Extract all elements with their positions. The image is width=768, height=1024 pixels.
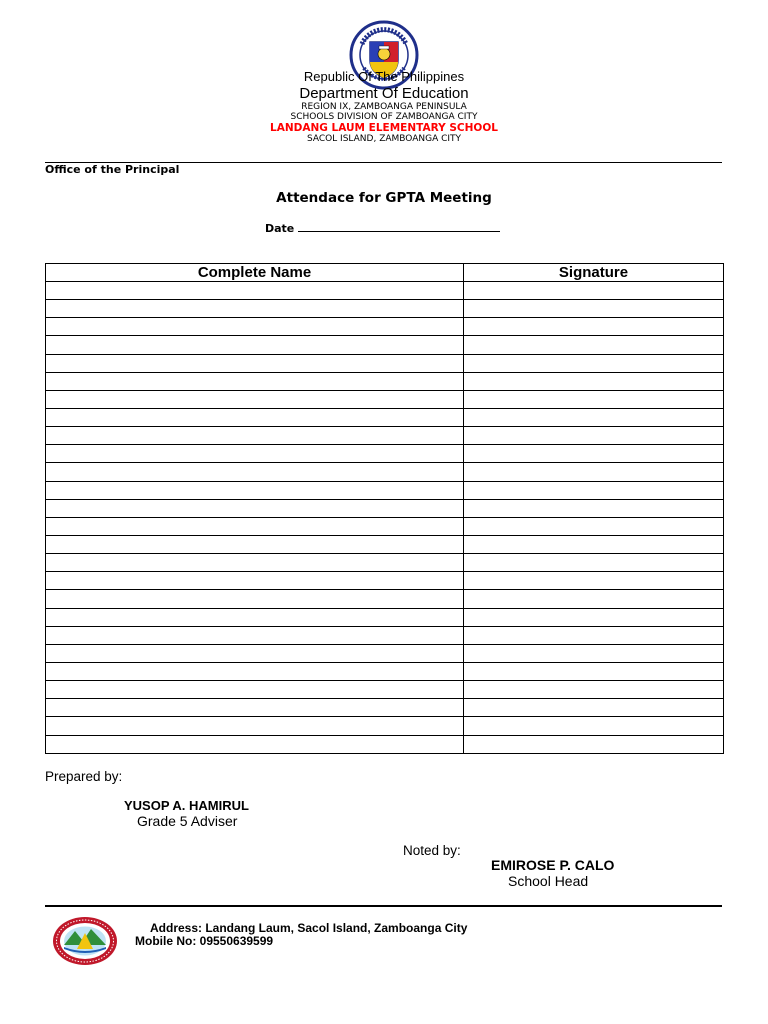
signature-cell[interactable]: [464, 590, 724, 608]
preparer-role: Grade 5 Adviser: [137, 813, 238, 829]
table-row: [46, 699, 724, 717]
signature-cell[interactable]: [464, 408, 724, 426]
signature-cell[interactable]: [464, 735, 724, 753]
name-cell[interactable]: [46, 535, 464, 553]
signature-cell[interactable]: [464, 499, 724, 517]
date-label: Date: [265, 222, 295, 235]
signature-cell[interactable]: [464, 427, 724, 445]
table-row: [46, 318, 724, 336]
table-row: [46, 717, 724, 735]
table-row: [46, 282, 724, 300]
name-cell[interactable]: [46, 463, 464, 481]
signature-cell[interactable]: [464, 517, 724, 535]
name-cell[interactable]: [46, 681, 464, 699]
signature-cell[interactable]: [464, 554, 724, 572]
name-cell[interactable]: [46, 282, 464, 300]
republic-heading: Republic Of The Philippines: [303, 69, 465, 84]
table-row: [46, 735, 724, 753]
name-cell[interactable]: [46, 336, 464, 354]
signature-cell[interactable]: [464, 372, 724, 390]
name-cell[interactable]: [46, 717, 464, 735]
name-cell[interactable]: [46, 372, 464, 390]
name-cell[interactable]: [46, 735, 464, 753]
table-row: [46, 590, 724, 608]
school-address-line: SACOL ISLAND, ZAMBOANGA CITY: [306, 134, 462, 144]
name-cell[interactable]: [46, 318, 464, 336]
signature-cell[interactable]: [464, 282, 724, 300]
table-row: [46, 517, 724, 535]
attendance-table: [45, 263, 724, 754]
signature-cell[interactable]: [464, 336, 724, 354]
signature-cell[interactable]: [464, 463, 724, 481]
name-cell[interactable]: [46, 300, 464, 318]
header-complete-name: Complete Name: [46, 264, 464, 282]
name-cell[interactable]: [46, 408, 464, 426]
table-row: [46, 499, 724, 517]
signature-cell[interactable]: [464, 644, 724, 662]
table-row: [46, 372, 724, 390]
signature-cell[interactable]: [464, 699, 724, 717]
name-cell[interactable]: [46, 608, 464, 626]
signature-cell[interactable]: [464, 572, 724, 590]
name-cell[interactable]: [46, 554, 464, 572]
name-cell[interactable]: [46, 662, 464, 680]
date-line: [265, 221, 500, 235]
prepared-by-label: Prepared by:: [45, 769, 123, 784]
signature-cell[interactable]: [464, 662, 724, 680]
table-row: [46, 336, 724, 354]
table-row: [46, 481, 724, 499]
table-row: [46, 681, 724, 699]
table-row: [46, 408, 724, 426]
table-header-row: [46, 264, 724, 282]
noter-name: EMIROSE P. CALO: [491, 857, 615, 873]
signature-cell[interactable]: [464, 681, 724, 699]
noted-by-label: Noted by:: [403, 843, 461, 858]
table-row: [46, 535, 724, 553]
name-cell[interactable]: [46, 590, 464, 608]
table-row: [46, 572, 724, 590]
table-row: [46, 644, 724, 662]
office-label: Office of the Principal: [45, 163, 180, 176]
signature-cell[interactable]: [464, 445, 724, 463]
division-line: SCHOOLS DIVISION OF ZAMBOANGA CITY: [290, 112, 478, 122]
header-signature: Signature: [464, 264, 724, 282]
table-row: [46, 427, 724, 445]
signature-cell[interactable]: [464, 717, 724, 735]
signature-cell[interactable]: [464, 608, 724, 626]
table-row: [46, 662, 724, 680]
signature-cell[interactable]: [464, 481, 724, 499]
school-name: LANDANG LAUM ELEMENTARY SCHOOL: [270, 122, 498, 134]
name-cell[interactable]: [46, 644, 464, 662]
name-cell[interactable]: [46, 699, 464, 717]
form-title: Attendace for GPTA Meeting: [276, 190, 492, 206]
signature-cell[interactable]: [464, 626, 724, 644]
noter-role: School Head: [508, 873, 589, 889]
region-line: REGION IX, ZAMBOANGA PENINSULA: [301, 102, 467, 112]
preparer-name: YUSOP A. HAMIRUL: [124, 798, 249, 813]
table-row: [46, 463, 724, 481]
name-cell[interactable]: [46, 445, 464, 463]
table-row: [46, 300, 724, 318]
table-row: [46, 445, 724, 463]
table-row: [46, 626, 724, 644]
footer-mobile: Mobile No: 09550639599: [135, 934, 274, 948]
name-cell[interactable]: [46, 427, 464, 445]
name-cell[interactable]: [46, 572, 464, 590]
name-cell[interactable]: [46, 499, 464, 517]
signature-cell[interactable]: [464, 318, 724, 336]
table-body: [46, 282, 724, 754]
date-blank[interactable]: [298, 221, 500, 232]
name-cell[interactable]: [46, 517, 464, 535]
name-cell[interactable]: [46, 390, 464, 408]
footer-divider: [45, 905, 722, 907]
signature-cell[interactable]: [464, 390, 724, 408]
table-row: [46, 608, 724, 626]
signature-cell[interactable]: [464, 354, 724, 372]
footer-address: Address: Landang Laum, Sacol Island, Zamboanga City: [150, 921, 468, 935]
table-row: [46, 354, 724, 372]
signature-cell[interactable]: [464, 535, 724, 553]
department-heading: Department Of Education: [299, 85, 469, 102]
name-cell[interactable]: [46, 481, 464, 499]
name-cell[interactable]: [46, 354, 464, 372]
name-cell[interactable]: [46, 626, 464, 644]
table-row: [46, 554, 724, 572]
table-row: [46, 390, 724, 408]
signature-cell[interactable]: [464, 300, 724, 318]
school-logo-icon: [51, 915, 119, 967]
